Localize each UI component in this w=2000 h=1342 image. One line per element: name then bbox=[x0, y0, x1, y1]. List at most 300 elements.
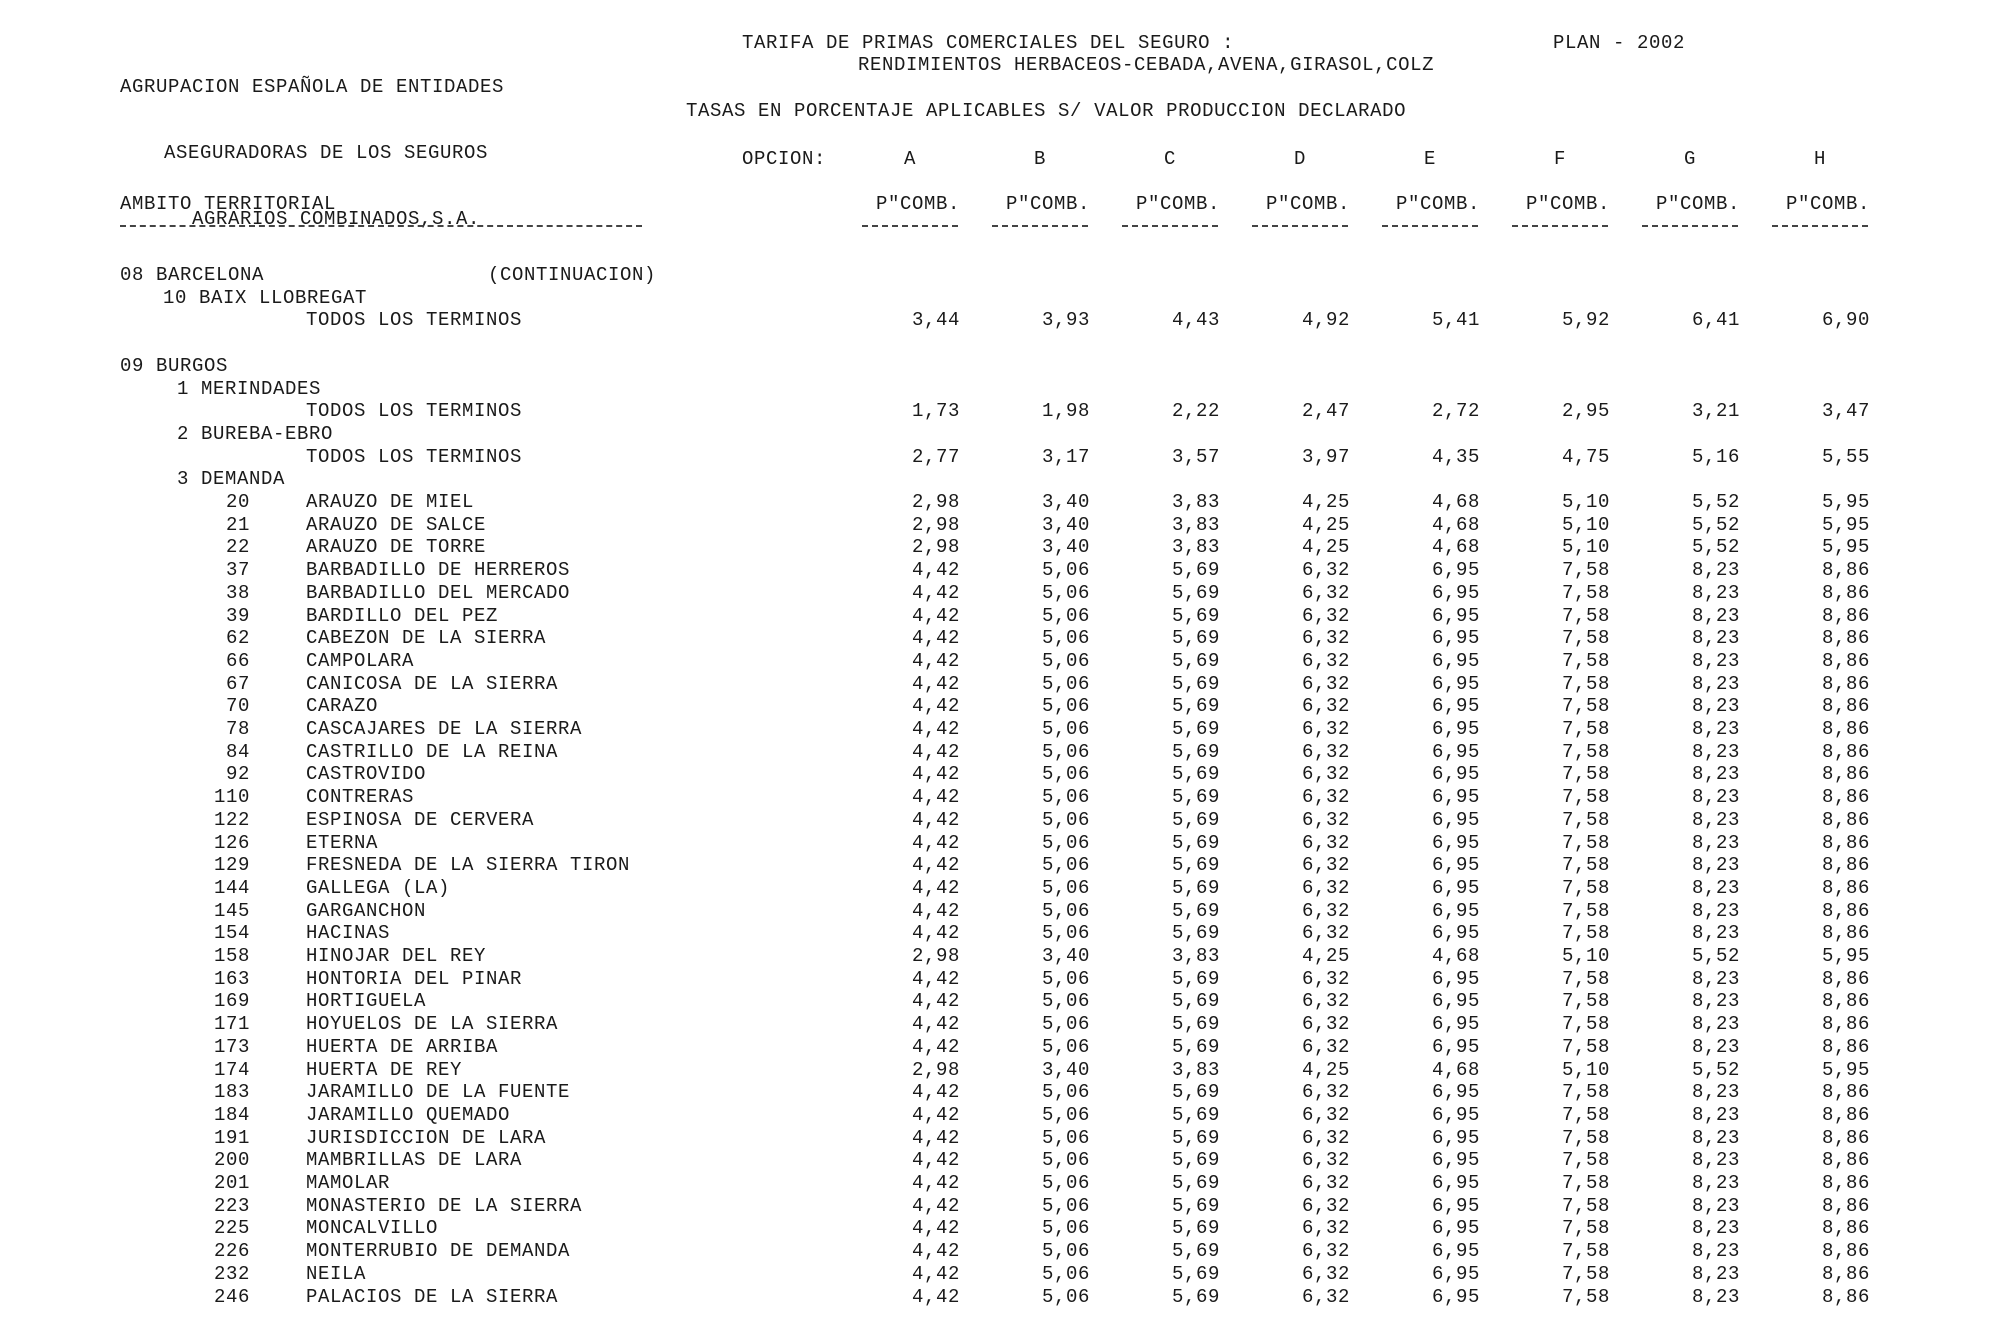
rate-value: 5,10 bbox=[1561, 945, 1610, 967]
municipality-code: 66 bbox=[225, 649, 250, 672]
rate-value: 1,73 bbox=[911, 400, 960, 423]
rate-value: 4,35 bbox=[1431, 445, 1480, 468]
rate-value: 5,06 bbox=[1041, 876, 1090, 899]
rate-value: 6,32 bbox=[1301, 1103, 1350, 1126]
rate-value: 8,23 bbox=[1691, 990, 1740, 1013]
organization-name bbox=[120, 32, 504, 252]
rate-value: 8,23 bbox=[1691, 740, 1740, 763]
rate-value: 7,58 bbox=[1561, 581, 1610, 604]
rate-value: 7,58 bbox=[1561, 1262, 1610, 1285]
rate-value: 8,23 bbox=[1691, 876, 1740, 899]
rate-value: 8,86 bbox=[1821, 1285, 1870, 1308]
rate-value: 8,86 bbox=[1821, 1194, 1870, 1217]
rate-value: 5,06 bbox=[1041, 1285, 1090, 1308]
rate-value: 6,32 bbox=[1301, 786, 1350, 809]
rate-value: 8,86 bbox=[1821, 649, 1870, 672]
municipality-name: GARGANCHON bbox=[306, 899, 427, 922]
column-underline bbox=[1642, 225, 1738, 227]
rate-value: 5,69 bbox=[1171, 718, 1220, 740]
rate-value: 8,23 bbox=[1691, 649, 1740, 672]
rate-value: 6,95 bbox=[1431, 1285, 1480, 1308]
all-terms-label: TODOS LOS TERMINOS bbox=[306, 445, 523, 468]
rate-value: 6,32 bbox=[1301, 854, 1350, 877]
rate-value: 6,32 bbox=[1301, 808, 1350, 831]
municipality-name: HUERTA DE ARRIBA bbox=[306, 1035, 499, 1058]
rate-value: 6,95 bbox=[1431, 1126, 1480, 1149]
rate-value: 5,69 bbox=[1171, 1217, 1220, 1240]
municipality-code: 38 bbox=[225, 581, 250, 604]
municipality-code: 169 bbox=[213, 990, 250, 1013]
rate-value: 3,40 bbox=[1041, 491, 1090, 513]
rate-value: 5,10 bbox=[1561, 536, 1610, 559]
rate-value: 4,42 bbox=[911, 581, 960, 604]
table-row bbox=[0, 763, 2000, 786]
rate-value: 6,32 bbox=[1301, 831, 1350, 854]
rate-value: 5,06 bbox=[1041, 1172, 1090, 1194]
comarca-label: 1 MERINDADES bbox=[177, 377, 322, 400]
rate-value: 6,95 bbox=[1431, 967, 1480, 990]
table-row bbox=[0, 673, 2000, 696]
table-row bbox=[0, 332, 2000, 355]
document-title: TARIFA DE PRIMAS COMERCIALES DEL SEGURO : bbox=[742, 32, 1235, 54]
rate-value: 5,10 bbox=[1561, 1058, 1610, 1081]
comarca-label: 10 BAIX LLOBREGAT bbox=[163, 286, 368, 309]
municipality-code: 92 bbox=[225, 763, 250, 786]
rate-value: 4,42 bbox=[911, 854, 960, 877]
rate-value: 8,23 bbox=[1691, 1149, 1740, 1172]
rate-value: 6,32 bbox=[1301, 899, 1350, 922]
rate-value: 8,23 bbox=[1691, 672, 1740, 695]
rate-value: 8,86 bbox=[1821, 1013, 1870, 1036]
rate-value: 6,95 bbox=[1431, 1262, 1480, 1285]
rate-value: 6,95 bbox=[1431, 695, 1480, 718]
rate-value: 2,98 bbox=[911, 536, 960, 559]
rate-value: 7,58 bbox=[1561, 649, 1610, 672]
rate-value: 6,95 bbox=[1431, 1149, 1480, 1172]
rate-value: 7,58 bbox=[1561, 672, 1610, 695]
rate-value: 7,58 bbox=[1561, 1285, 1610, 1308]
rate-value: 7,58 bbox=[1561, 876, 1610, 899]
column-header: P"COMB. bbox=[1265, 193, 1350, 215]
rate-value: 5,06 bbox=[1041, 922, 1090, 945]
municipality-code: 232 bbox=[213, 1262, 250, 1285]
table-row bbox=[0, 990, 2000, 1013]
rate-value: 8,23 bbox=[1691, 922, 1740, 945]
rate-value: 4,42 bbox=[911, 763, 960, 786]
rate-value: 5,06 bbox=[1041, 604, 1090, 627]
rate-value: 4,42 bbox=[911, 604, 960, 627]
table-row bbox=[0, 945, 2000, 968]
municipality-name: BARBADILLO DEL MERCADO bbox=[306, 581, 571, 604]
rate-value: 5,06 bbox=[1041, 559, 1090, 582]
rate-value: 5,06 bbox=[1041, 967, 1090, 990]
table-row bbox=[0, 1217, 2000, 1240]
rate-value: 5,06 bbox=[1041, 718, 1090, 740]
municipality-code: 70 bbox=[225, 695, 250, 718]
rate-value: 6,32 bbox=[1301, 1217, 1350, 1240]
rate-value: 8,86 bbox=[1821, 990, 1870, 1013]
rates-note: TASAS EN PORCENTAJE APLICABLES S/ VALOR PRODUCCION DECLARADO bbox=[686, 100, 1407, 122]
table-row bbox=[0, 741, 2000, 764]
rate-value: 5,69 bbox=[1171, 604, 1220, 627]
rate-value: 3,44 bbox=[911, 309, 960, 332]
municipality-code: 122 bbox=[213, 808, 250, 831]
rate-value: 6,95 bbox=[1431, 627, 1480, 650]
rate-value: 6,95 bbox=[1431, 763, 1480, 786]
municipality-name: CASCAJARES DE LA SIERRA bbox=[306, 718, 583, 740]
municipality-code: 158 bbox=[213, 945, 250, 967]
rate-value: 5,69 bbox=[1171, 763, 1220, 786]
column-underline bbox=[1122, 225, 1218, 227]
municipality-code: 246 bbox=[213, 1285, 250, 1308]
municipality-name: ARAUZO DE SALCE bbox=[306, 513, 487, 536]
column-header: P"COMB. bbox=[1005, 193, 1090, 215]
table-row bbox=[0, 605, 2000, 628]
rate-value: 4,25 bbox=[1301, 945, 1350, 967]
rate-value: 7,58 bbox=[1561, 967, 1610, 990]
rate-value: 8,23 bbox=[1691, 604, 1740, 627]
rate-value: 3,93 bbox=[1041, 309, 1090, 332]
column-underline bbox=[1772, 225, 1868, 227]
municipality-code: 173 bbox=[213, 1035, 250, 1058]
table-row bbox=[0, 1172, 2000, 1195]
municipality-name: HOYUELOS DE LA SIERRA bbox=[306, 1013, 559, 1036]
table-row bbox=[0, 400, 2000, 423]
table-row bbox=[0, 378, 2000, 401]
rate-value: 7,58 bbox=[1561, 1149, 1610, 1172]
municipality-name: ETERNA bbox=[306, 831, 379, 854]
municipality-name: HINOJAR DEL REY bbox=[306, 945, 487, 967]
rate-value: 8,86 bbox=[1821, 581, 1870, 604]
rate-value: 6,32 bbox=[1301, 922, 1350, 945]
rate-value: 7,58 bbox=[1561, 1081, 1610, 1104]
table-row bbox=[0, 877, 2000, 900]
rate-value: 2,98 bbox=[911, 491, 960, 513]
table-row bbox=[0, 287, 2000, 310]
option-letter: B bbox=[1033, 148, 1046, 170]
municipality-code: 154 bbox=[213, 922, 250, 945]
rate-value: 4,42 bbox=[911, 649, 960, 672]
table-row bbox=[0, 832, 2000, 855]
municipality-name: CANICOSA DE LA SIERRA bbox=[306, 672, 559, 695]
municipality-name: BARBADILLO DE HERREROS bbox=[306, 559, 571, 582]
ambito-territorial-header: AMBITO TERRITORIAL bbox=[120, 193, 337, 215]
rate-value: 8,86 bbox=[1821, 808, 1870, 831]
municipality-name: ARAUZO DE TORRE bbox=[306, 536, 487, 559]
rate-value: 6,95 bbox=[1431, 1194, 1480, 1217]
rate-value: 6,95 bbox=[1431, 581, 1480, 604]
rate-value: 6,32 bbox=[1301, 1126, 1350, 1149]
org-line-3: AGRARIOS COMBINADOS,S.A. bbox=[192, 208, 481, 230]
rate-value: 5,69 bbox=[1171, 854, 1220, 877]
municipality-name: JARAMILLO QUEMADO bbox=[306, 1103, 511, 1126]
column-header: P"COMB. bbox=[1525, 193, 1610, 215]
rate-value: 4,42 bbox=[911, 672, 960, 695]
rate-value: 6,90 bbox=[1821, 309, 1870, 332]
rate-value: 8,86 bbox=[1821, 1103, 1870, 1126]
rate-value: 5,06 bbox=[1041, 695, 1090, 718]
municipality-name: CASTRILLO DE LA REINA bbox=[306, 740, 559, 763]
rate-value: 8,23 bbox=[1691, 1194, 1740, 1217]
all-terms-label: TODOS LOS TERMINOS bbox=[306, 400, 523, 423]
rate-value: 4,75 bbox=[1561, 445, 1610, 468]
municipality-code: 145 bbox=[213, 899, 250, 922]
rate-value: 7,58 bbox=[1561, 1013, 1610, 1036]
rate-value: 8,23 bbox=[1691, 1126, 1740, 1149]
option-letter: E bbox=[1423, 148, 1436, 170]
rate-value: 6,32 bbox=[1301, 718, 1350, 740]
document-subtitle: RENDIMIENTOS HERBACEOS-CEBADA,AVENA,GIRASOL,COLZ bbox=[858, 54, 1435, 76]
rate-value: 5,95 bbox=[1821, 513, 1870, 536]
column-header: P"COMB. bbox=[1655, 193, 1740, 215]
rate-value: 7,58 bbox=[1561, 604, 1610, 627]
rate-value: 6,32 bbox=[1301, 627, 1350, 650]
rate-value: 5,69 bbox=[1171, 649, 1220, 672]
rate-value: 5,69 bbox=[1171, 1194, 1220, 1217]
rate-value: 8,23 bbox=[1691, 831, 1740, 854]
municipality-code: 67 bbox=[225, 672, 250, 695]
option-letter: G bbox=[1683, 148, 1696, 170]
rate-value: 5,69 bbox=[1171, 808, 1220, 831]
rate-value: 8,86 bbox=[1821, 1172, 1870, 1194]
rate-value: 3,83 bbox=[1171, 945, 1220, 967]
org-line-1: AGRUPACION ESPAÑOLA DE ENTIDADES bbox=[120, 76, 505, 98]
table-row bbox=[0, 1286, 2000, 1309]
column-underline bbox=[862, 225, 958, 227]
option-letter: A bbox=[903, 148, 916, 170]
rate-value: 3,57 bbox=[1171, 445, 1220, 468]
rate-value: 7,58 bbox=[1561, 922, 1610, 945]
municipality-name: ESPINOSA DE CERVERA bbox=[306, 808, 535, 831]
rate-value: 6,32 bbox=[1301, 581, 1350, 604]
column-underline bbox=[1252, 225, 1348, 227]
rate-value: 6,32 bbox=[1301, 876, 1350, 899]
rate-value: 7,58 bbox=[1561, 627, 1610, 650]
table-row bbox=[0, 627, 2000, 650]
rate-value: 8,23 bbox=[1691, 627, 1740, 650]
rate-value: 7,58 bbox=[1561, 1194, 1610, 1217]
rate-value: 8,23 bbox=[1691, 763, 1740, 786]
rate-value: 7,58 bbox=[1561, 740, 1610, 763]
rate-value: 4,42 bbox=[911, 695, 960, 718]
rate-value: 4,42 bbox=[911, 740, 960, 763]
rate-value: 8,86 bbox=[1821, 1126, 1870, 1149]
rate-value: 8,86 bbox=[1821, 1262, 1870, 1285]
rate-value: 4,25 bbox=[1301, 536, 1350, 559]
rate-value: 5,69 bbox=[1171, 831, 1220, 854]
province-label: 08 BARCELONA bbox=[120, 264, 265, 286]
rate-value: 3,17 bbox=[1041, 445, 1090, 468]
rate-value: 8,86 bbox=[1821, 1149, 1870, 1172]
comarca-label: 2 BUREBA-EBRO bbox=[177, 422, 334, 445]
rate-value: 5,95 bbox=[1821, 491, 1870, 513]
rate-value: 3,97 bbox=[1301, 445, 1350, 468]
rate-value: 8,86 bbox=[1821, 1035, 1870, 1058]
rate-value: 6,32 bbox=[1301, 1149, 1350, 1172]
option-letter: H bbox=[1813, 148, 1826, 170]
rate-value: 5,10 bbox=[1561, 513, 1610, 536]
rate-value: 4,42 bbox=[911, 1013, 960, 1036]
table-row bbox=[0, 423, 2000, 446]
rate-value: 6,95 bbox=[1431, 1217, 1480, 1240]
rate-value: 7,58 bbox=[1561, 831, 1610, 854]
rate-value: 7,58 bbox=[1561, 1217, 1610, 1240]
municipality-name: HONTORIA DEL PINAR bbox=[306, 967, 523, 990]
rate-value: 7,58 bbox=[1561, 808, 1610, 831]
rate-value: 4,92 bbox=[1301, 309, 1350, 332]
rate-value: 4,42 bbox=[911, 876, 960, 899]
rate-value: 4,42 bbox=[911, 967, 960, 990]
rate-value: 5,69 bbox=[1171, 672, 1220, 695]
municipality-code: 129 bbox=[213, 854, 250, 877]
rate-value: 2,98 bbox=[911, 513, 960, 536]
municipality-code: 174 bbox=[213, 1058, 250, 1081]
table-row bbox=[0, 1240, 2000, 1263]
table-row bbox=[0, 1013, 2000, 1036]
rate-value: 3,40 bbox=[1041, 945, 1090, 967]
municipality-name: MONTERRUBIO DE DEMANDA bbox=[306, 1240, 571, 1263]
municipality-name: MONASTERIO DE LA SIERRA bbox=[306, 1194, 583, 1217]
rate-value: 6,95 bbox=[1431, 922, 1480, 945]
municipality-code: 225 bbox=[213, 1217, 250, 1240]
province-label: 09 BURGOS bbox=[120, 354, 229, 377]
rate-value: 5,95 bbox=[1821, 1058, 1870, 1081]
rate-value: 6,95 bbox=[1431, 649, 1480, 672]
rate-value: 4,68 bbox=[1431, 513, 1480, 536]
rate-value: 8,23 bbox=[1691, 967, 1740, 990]
table-row bbox=[0, 854, 2000, 877]
rate-value: 5,06 bbox=[1041, 808, 1090, 831]
rate-value: 8,23 bbox=[1691, 1217, 1740, 1240]
rate-value: 4,25 bbox=[1301, 513, 1350, 536]
rate-value: 8,86 bbox=[1821, 899, 1870, 922]
municipality-name: FRESNEDA DE LA SIERRA TIRON bbox=[306, 854, 631, 877]
rate-value: 5,06 bbox=[1041, 1262, 1090, 1285]
table-row bbox=[0, 1263, 2000, 1286]
rate-value: 6,95 bbox=[1431, 1013, 1480, 1036]
municipality-code: 21 bbox=[225, 513, 250, 536]
table-row bbox=[0, 468, 2000, 491]
rate-value: 5,52 bbox=[1691, 1058, 1740, 1081]
rate-value: 8,23 bbox=[1691, 854, 1740, 877]
municipality-code: 171 bbox=[213, 1013, 250, 1036]
rate-value: 6,32 bbox=[1301, 1240, 1350, 1263]
rate-value: 6,95 bbox=[1431, 672, 1480, 695]
rate-value: 5,06 bbox=[1041, 1013, 1090, 1036]
rate-value: 8,23 bbox=[1691, 1172, 1740, 1194]
rate-value: 8,23 bbox=[1691, 695, 1740, 718]
rate-value: 6,32 bbox=[1301, 1035, 1350, 1058]
rate-value: 6,95 bbox=[1431, 854, 1480, 877]
rate-value: 7,58 bbox=[1561, 718, 1610, 740]
rate-value: 5,06 bbox=[1041, 740, 1090, 763]
rate-value: 7,58 bbox=[1561, 1103, 1610, 1126]
rate-value: 4,42 bbox=[911, 1126, 960, 1149]
rate-value: 5,92 bbox=[1561, 309, 1610, 332]
rate-value: 6,32 bbox=[1301, 763, 1350, 786]
rate-value: 6,95 bbox=[1431, 740, 1480, 763]
municipality-code: 20 bbox=[225, 491, 250, 513]
rate-value: 7,58 bbox=[1561, 1035, 1610, 1058]
rate-value: 4,42 bbox=[911, 808, 960, 831]
rate-value: 6,95 bbox=[1431, 831, 1480, 854]
column-header: P"COMB. bbox=[1785, 193, 1870, 215]
rate-value: 5,10 bbox=[1561, 491, 1610, 513]
rate-value: 5,69 bbox=[1171, 786, 1220, 809]
rate-value: 5,06 bbox=[1041, 831, 1090, 854]
rate-value: 8,86 bbox=[1821, 1217, 1870, 1240]
rate-value: 6,32 bbox=[1301, 649, 1350, 672]
municipality-code: 184 bbox=[213, 1103, 250, 1126]
opcion-label: OPCION: bbox=[742, 148, 827, 170]
rate-value: 6,95 bbox=[1431, 718, 1480, 740]
rate-value: 4,42 bbox=[911, 1262, 960, 1285]
table-row bbox=[0, 446, 2000, 469]
rate-value: 8,86 bbox=[1821, 831, 1870, 854]
rate-value: 5,06 bbox=[1041, 1103, 1090, 1126]
rate-value: 4,42 bbox=[911, 1103, 960, 1126]
rate-value: 4,42 bbox=[911, 922, 960, 945]
rate-value: 2,77 bbox=[911, 445, 960, 468]
municipality-code: 37 bbox=[225, 559, 250, 582]
rate-value: 1,98 bbox=[1041, 400, 1090, 423]
rate-value: 5,69 bbox=[1171, 1013, 1220, 1036]
rate-value: 4,42 bbox=[911, 1172, 960, 1194]
table-row bbox=[0, 1149, 2000, 1172]
rate-value: 5,06 bbox=[1041, 1035, 1090, 1058]
rate-value: 8,23 bbox=[1691, 1262, 1740, 1285]
rate-value: 5,69 bbox=[1171, 1081, 1220, 1104]
municipality-code: 201 bbox=[213, 1172, 250, 1194]
column-header: P"COMB. bbox=[1395, 193, 1480, 215]
rate-value: 5,06 bbox=[1041, 899, 1090, 922]
municipality-name: CABEZON DE LA SIERRA bbox=[306, 627, 547, 650]
rate-value: 4,42 bbox=[911, 990, 960, 1013]
column-underline bbox=[1382, 225, 1478, 227]
rate-value: 6,32 bbox=[1301, 1013, 1350, 1036]
rate-value: 8,86 bbox=[1821, 786, 1870, 809]
rate-value: 6,32 bbox=[1301, 672, 1350, 695]
rate-value: 3,40 bbox=[1041, 1058, 1090, 1081]
rate-value: 4,42 bbox=[911, 718, 960, 740]
rate-value: 6,32 bbox=[1301, 1194, 1350, 1217]
rate-value: 4,42 bbox=[911, 1149, 960, 1172]
rate-value: 8,86 bbox=[1821, 1081, 1870, 1104]
rate-value: 8,23 bbox=[1691, 808, 1740, 831]
table-row bbox=[0, 536, 2000, 559]
option-letter: D bbox=[1293, 148, 1306, 170]
municipality-name: PALACIOS DE LA SIERRA bbox=[306, 1285, 559, 1308]
rate-value: 4,68 bbox=[1431, 491, 1480, 513]
municipality-code: 22 bbox=[225, 536, 250, 559]
municipality-name: HUERTA DE REY bbox=[306, 1058, 463, 1081]
municipality-code: 200 bbox=[213, 1149, 250, 1172]
table-row bbox=[0, 1036, 2000, 1059]
rate-value: 6,32 bbox=[1301, 559, 1350, 582]
rate-value: 7,58 bbox=[1561, 1240, 1610, 1263]
table-row bbox=[0, 559, 2000, 582]
rate-value: 3,83 bbox=[1171, 1058, 1220, 1081]
rate-value: 4,42 bbox=[911, 1194, 960, 1217]
rate-value: 7,58 bbox=[1561, 854, 1610, 877]
rate-value: 4,42 bbox=[911, 559, 960, 582]
rate-value: 5,06 bbox=[1041, 627, 1090, 650]
rate-value: 3,47 bbox=[1821, 400, 1870, 423]
rate-value: 5,06 bbox=[1041, 1217, 1090, 1240]
rate-value: 2,95 bbox=[1561, 400, 1610, 423]
municipality-code: 183 bbox=[213, 1081, 250, 1104]
rate-value: 7,58 bbox=[1561, 763, 1610, 786]
